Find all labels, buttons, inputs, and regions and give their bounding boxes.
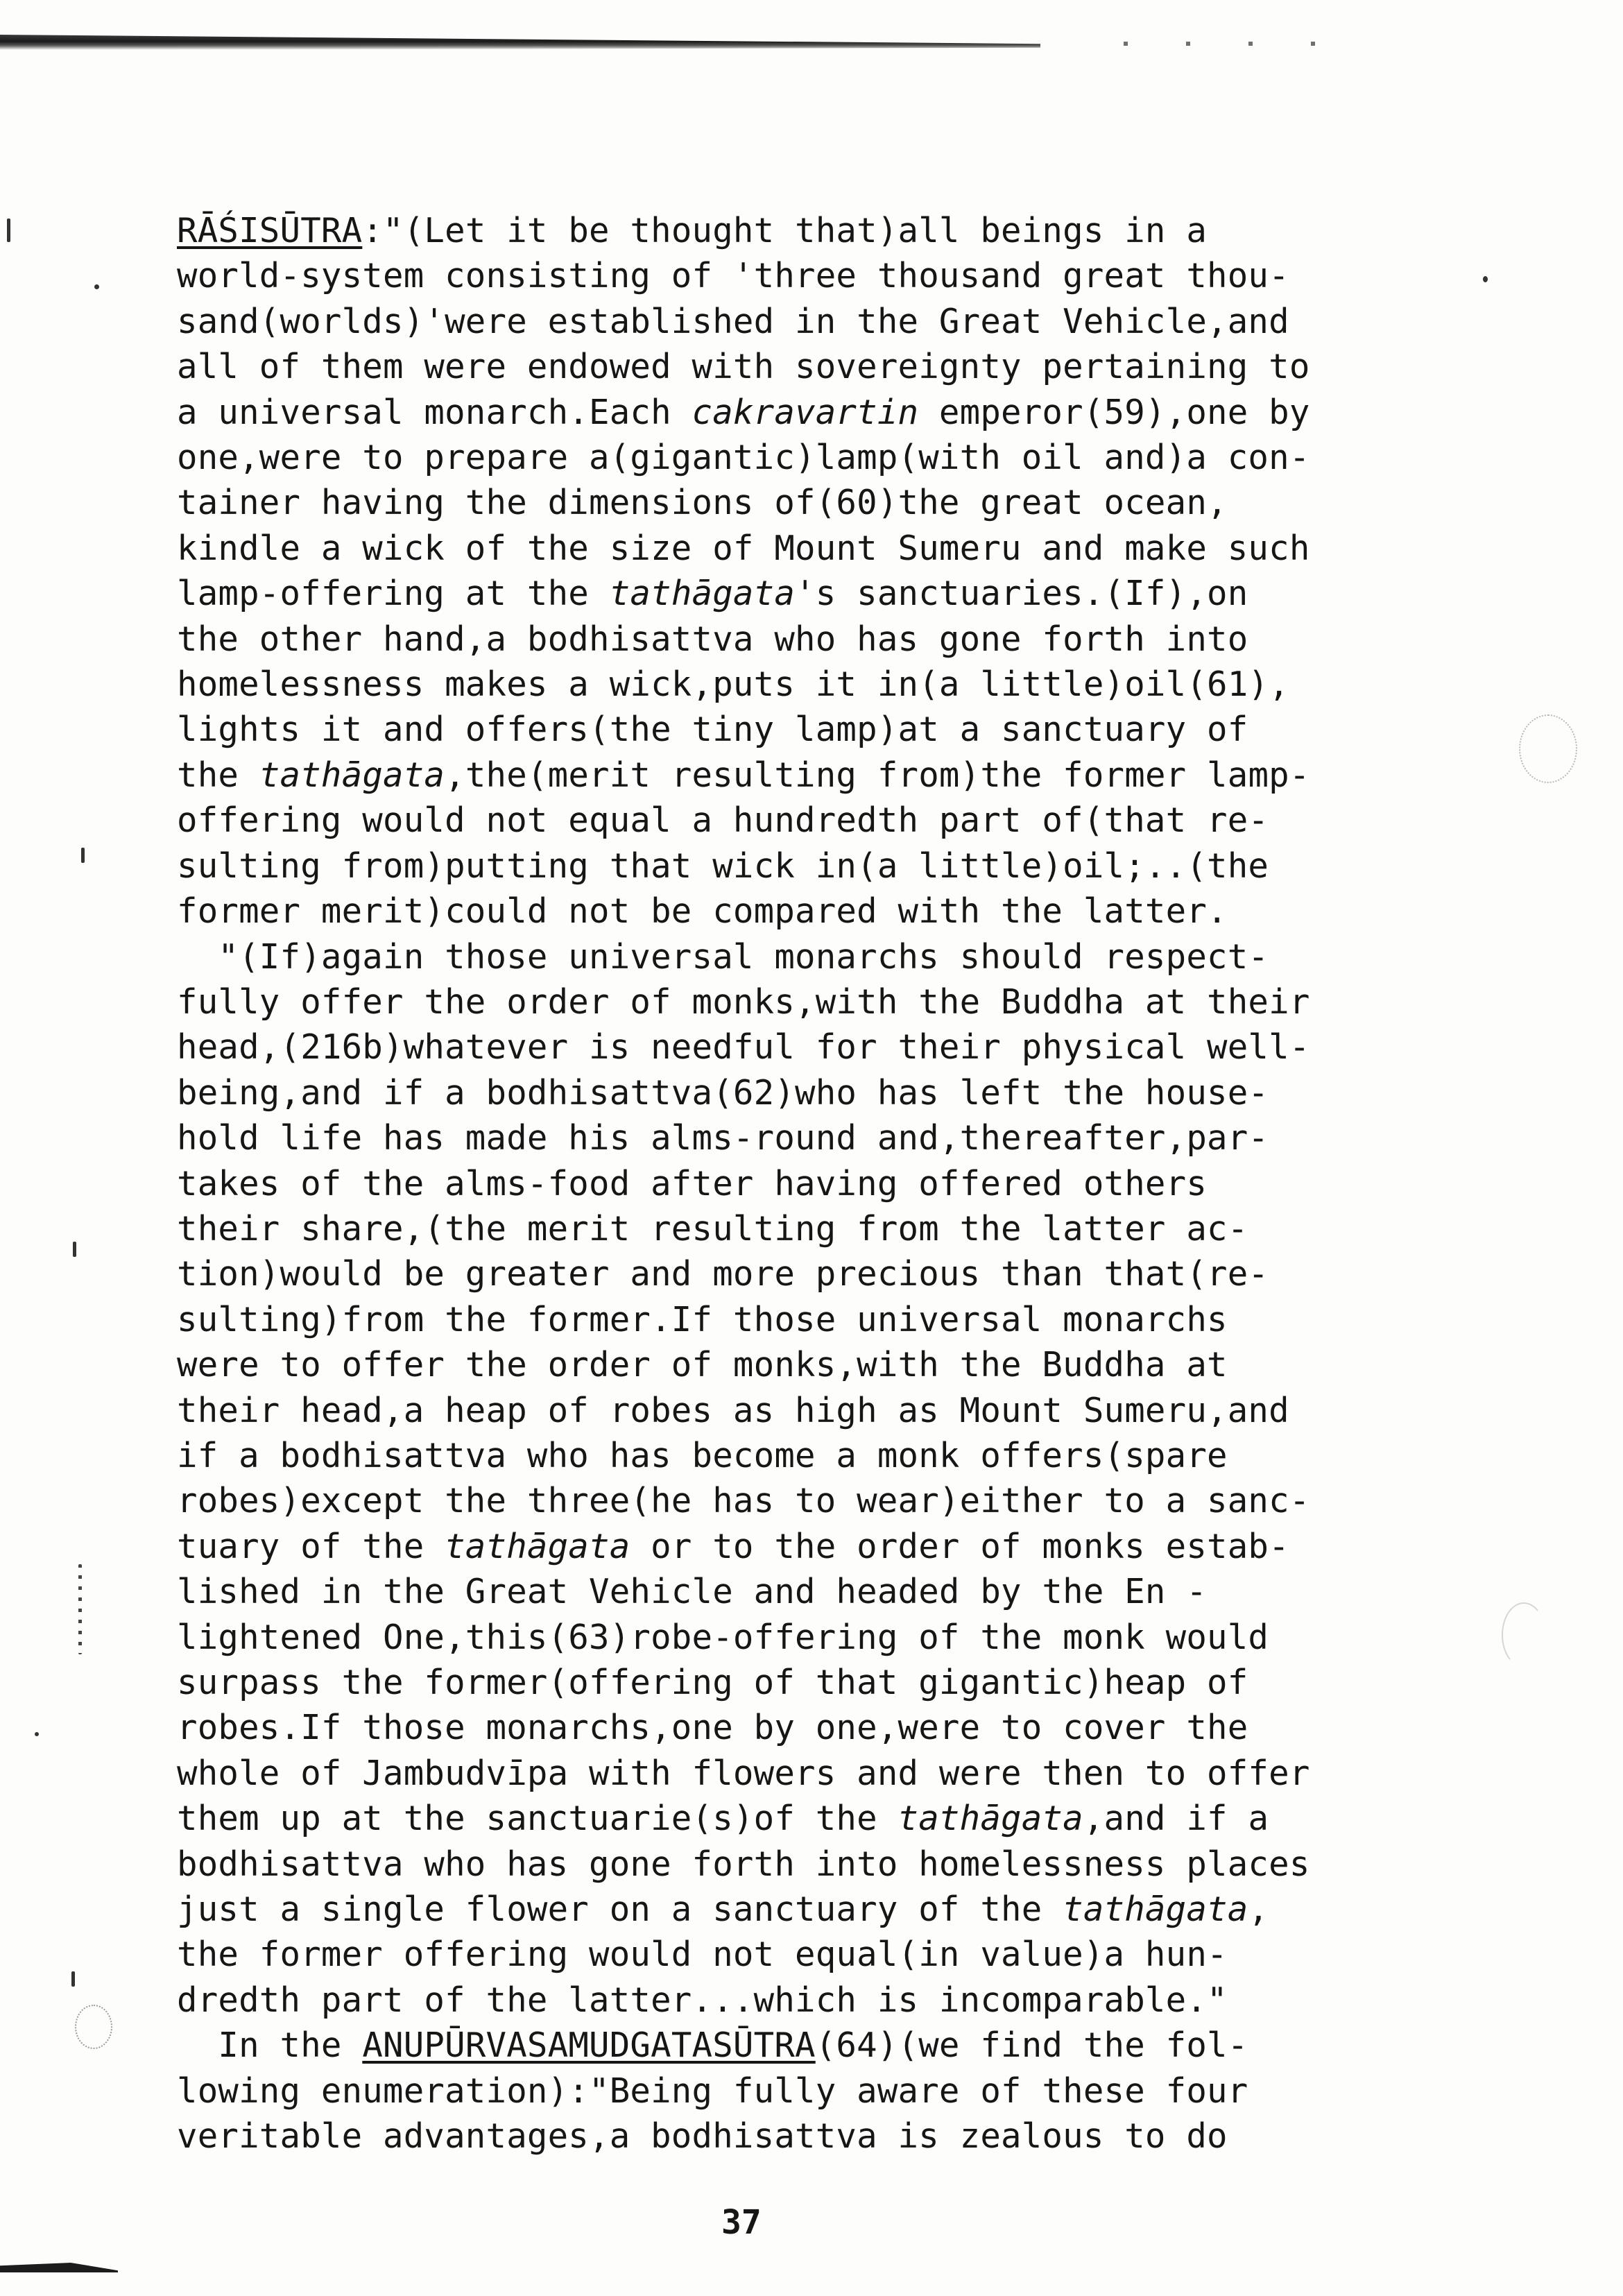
- text-line: [177, 1251, 1432, 1296]
- text-run: the other hand,a bodhisattva who has gone forth into: [177, 619, 1248, 659]
- text-run: ,and if a: [1083, 1799, 1269, 1839]
- text-run: them up at the sanctuarie(s)of the: [177, 1799, 898, 1839]
- text-line: [177, 2068, 1432, 2114]
- text-line: [177, 571, 1432, 616]
- scan-edge-top-specks: [1124, 42, 1332, 46]
- text-run: if a bodhisattva who has become a monk offers(spare: [177, 1435, 1228, 1475]
- text-line: [177, 753, 1432, 798]
- text-run: tainer having the dimensions of(60)the great ocean,: [177, 483, 1228, 523]
- text-line: [177, 1796, 1432, 1841]
- scan-speck: [7, 219, 10, 242]
- punch-hole-mark: [1519, 714, 1577, 783]
- text-line: [177, 617, 1432, 662]
- text-run: (64)(we find the fol-: [815, 2025, 1248, 2066]
- text-run: a universal monarch.Each: [177, 392, 692, 432]
- text-run: lished in the Great Vehicle and headed by the En -: [177, 1572, 1208, 1612]
- text-run: lamp-offering at the: [177, 574, 610, 614]
- text-run: lowing enumeration):"Being fully aware of these four: [177, 2071, 1248, 2111]
- text-line: [177, 1478, 1432, 1523]
- paragraph: [177, 208, 1432, 934]
- text-run: homelessness makes a wick,puts it in(a little)oil(61),: [177, 665, 1289, 705]
- text-line: [177, 1025, 1432, 1070]
- text-line: [177, 934, 1432, 979]
- text-run: fully offer the order of monks,with the Buddha at their: [177, 982, 1310, 1022]
- text-line: [177, 435, 1432, 480]
- text-line: [177, 1206, 1432, 1251]
- scan-speck: [1483, 276, 1488, 282]
- text-run: world-system consisting of 'three thousand great thou-: [177, 256, 1289, 296]
- body-text: [177, 208, 1432, 2159]
- text-run: kindle a wick of the size of Mount Sumeru and make such: [177, 528, 1310, 568]
- text-line: [177, 1705, 1432, 1750]
- text-line: [177, 843, 1432, 889]
- text-run: the: [177, 755, 259, 795]
- text-run: sand(worlds)'were established in the Great Vehicle,and: [177, 301, 1289, 341]
- text-run: veritable advantages,a bodhisattva is zealous to do: [177, 2116, 1228, 2157]
- text-run: emperor(59),one by: [918, 392, 1310, 432]
- scan-speck: [81, 848, 85, 863]
- text-line: [177, 707, 1432, 752]
- text-line: [177, 979, 1432, 1025]
- text-line: [177, 1070, 1432, 1115]
- scan-speck: [94, 284, 99, 289]
- italic-term: tathāgata: [259, 755, 445, 795]
- text-run: hold life has made his alms-round and,thereafter,par-: [177, 1118, 1269, 1158]
- text-run: surpass the former(offering of that gigantic)heap of: [177, 1663, 1248, 1702]
- text-line: [177, 1161, 1432, 1206]
- text-run: being,and if a bodhisattva(62)who has left the house-: [177, 1072, 1269, 1113]
- text-line: [177, 2023, 1432, 2068]
- text-run: "(If)again those universal monarchs should respect-: [177, 936, 1269, 977]
- text-line: [177, 1115, 1432, 1160]
- text-run: In the: [177, 2025, 363, 2066]
- italic-term: tathāgata: [609, 574, 796, 614]
- scan-speck: [71, 1971, 75, 1987]
- text-run: :"(Let it be thought that)all beings in a: [362, 211, 1208, 250]
- text-line: [177, 2114, 1432, 2159]
- text-run: ,: [1248, 1890, 1269, 1930]
- text-line: [177, 344, 1432, 389]
- text-run: their head,a heap of robes as high as Mount Sumeru,and: [177, 1390, 1289, 1430]
- text-run: former merit)could not be compared with the latter.: [177, 891, 1228, 932]
- text-run: or to the order of monks estab-: [630, 1526, 1289, 1566]
- text-line: [177, 1887, 1432, 1932]
- sutra-title: RĀŚISŪTRA: [177, 211, 363, 250]
- scan-speck: [73, 1242, 76, 1257]
- text-line: [177, 1569, 1432, 1614]
- text-line: [177, 253, 1432, 298]
- margin-scribble: [75, 2005, 112, 2049]
- text-run: ,the(merit resulting from)the former lamp-: [445, 755, 1310, 795]
- text-line: [177, 1842, 1432, 1887]
- text-run: dredth part of the latter...which is incomparable.": [177, 1980, 1228, 2020]
- text-line: [177, 208, 1432, 253]
- text-run: whole of Jambudvīpa with flowers and were then to offer: [177, 1753, 1310, 1793]
- text-line: [177, 480, 1432, 525]
- scan-speck: [35, 1732, 39, 1736]
- page-number: 37: [721, 2203, 762, 2242]
- text-run: robes.If those monarchs,one by one,were to cover the: [177, 1708, 1248, 1748]
- text-line: [177, 1978, 1432, 2023]
- text-run: one,were to prepare a(gigantic)lamp(with oil and)a con-: [177, 438, 1310, 478]
- text-run: head,(216b)whatever is needful for their physical well-: [177, 1027, 1310, 1068]
- text-line: [177, 1342, 1432, 1387]
- scan-edge-top: [0, 35, 1040, 50]
- paragraph: [177, 2023, 1432, 2159]
- text-run: sulting from)putting that wick in(a little)oil;..(the: [177, 846, 1269, 886]
- text-line: [177, 1297, 1432, 1342]
- text-line: [177, 526, 1432, 571]
- scan-speck: [78, 1564, 82, 1654]
- text-run: lights it and offers(the tiny lamp)at a sanctuary of: [177, 710, 1248, 750]
- text-line: [177, 1932, 1432, 1977]
- text-run: 's sanctuaries.(If),on: [795, 574, 1248, 614]
- text-run: bodhisattva who has gone forth into homelessness places: [177, 1844, 1310, 1884]
- scan-edge-bottom: [0, 2263, 118, 2272]
- italic-term: tathāgata: [898, 1799, 1083, 1839]
- sutra-title: ANUPŪRVASAMUDGATASŪTRA: [362, 2025, 816, 2066]
- text-run: offering would not equal a hundredth part of(that re-: [177, 800, 1269, 841]
- text-run: all of them were endowed with sovereignty pertaining to: [177, 347, 1310, 387]
- text-line: [177, 1433, 1432, 1478]
- text-run: takes of the alms-food after having offered others: [177, 1163, 1208, 1203]
- paragraph: [177, 934, 1432, 2023]
- text-run: robes)except the three(he has to wear)either to a sanc-: [177, 1481, 1310, 1521]
- punch-hole-mark: [1502, 1602, 1546, 1668]
- italic-term: tathāgata: [445, 1526, 630, 1566]
- italic-term: tathāgata: [1063, 1890, 1248, 1930]
- text-line: [177, 390, 1432, 435]
- text-run: lightened One,this(63)robe-offering of the monk would: [177, 1617, 1269, 1657]
- text-run: tuary of the: [177, 1526, 445, 1566]
- text-run: sulting)from the former.If those universal monarchs: [177, 1299, 1228, 1339]
- italic-term: cakravartin: [692, 392, 919, 432]
- text-run: were to offer the order of monks,with the Buddha at: [177, 1345, 1228, 1385]
- text-line: [177, 1751, 1432, 1796]
- text-run: their share,(the merit resulting from the latter ac-: [177, 1208, 1248, 1249]
- text-run: tion)would be greater and more precious than that(re-: [177, 1254, 1269, 1294]
- text-line: [177, 1524, 1432, 1569]
- text-line: [177, 1615, 1432, 1660]
- text-line: [177, 1388, 1432, 1433]
- text-run: the former offering would not equal(in value)a hun-: [177, 1935, 1228, 1975]
- text-run: just a single flower on a sanctuary of the: [177, 1890, 1063, 1930]
- text-line: [177, 1660, 1432, 1705]
- text-line: [177, 889, 1432, 934]
- text-line: [177, 662, 1432, 707]
- text-line: [177, 299, 1432, 344]
- text-line: [177, 798, 1432, 843]
